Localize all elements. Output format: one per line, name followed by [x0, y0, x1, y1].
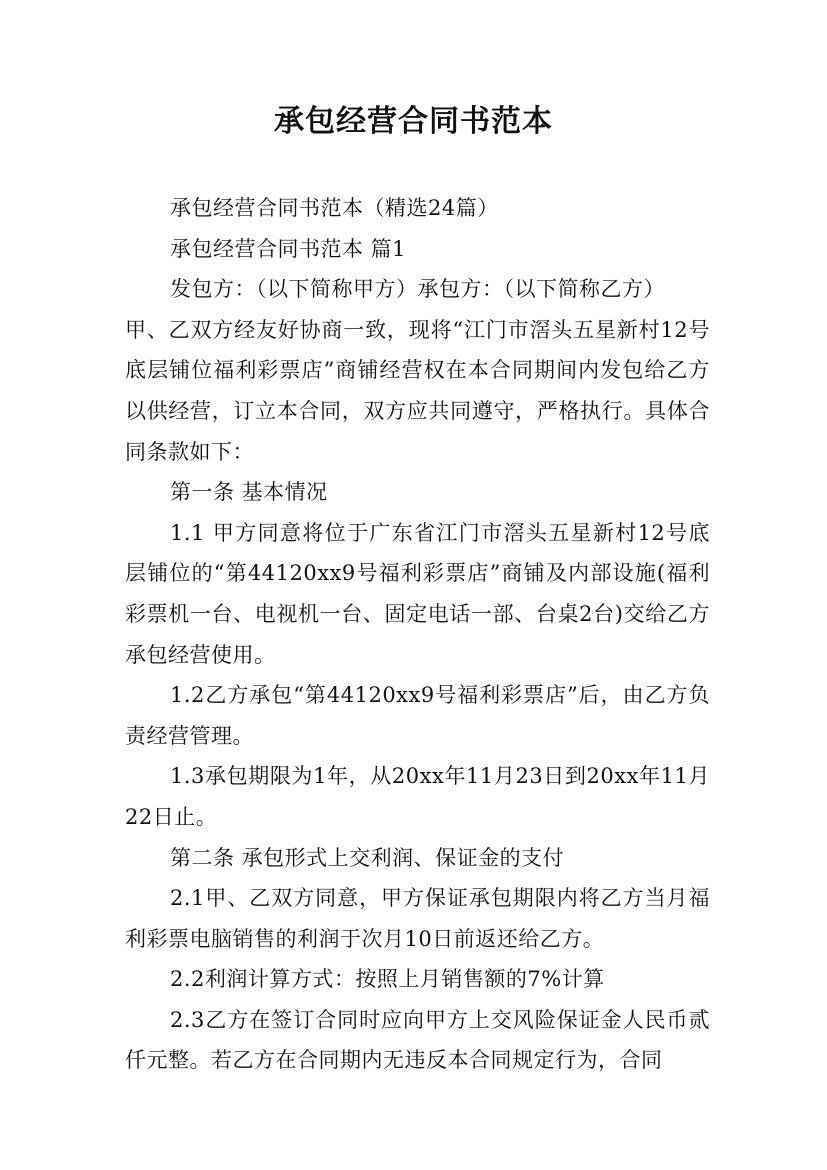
- paragraph-parties: 发包方：（以下简称甲方）承包方：（以下简称乙方）: [170, 277, 665, 302]
- document-title: 承包经营合同书范本: [274, 104, 553, 139]
- paragraph-clause-2-1: 2.1甲、乙双方同意，甲方保证承包期限内将乙方当月福利彩票电脑销售的利润于次月10日前返还给乙方。: [125, 886, 710, 951]
- paragraph-clause-2-3: 2.3乙方在签订合同时应向甲方上交风险保证金人民币贰仟元整。若乙方在合同期内无违反本合同规定行为，合同: [125, 1007, 710, 1073]
- paragraph-article-2-heading: 第二条 承包形式上交利润、保证金的支付: [170, 845, 565, 870]
- paragraph-article-1-heading: 第一条 基本情况: [170, 480, 328, 505]
- paragraph-subtitle: 承包经营合同书范本（精选24篇）: [170, 196, 499, 220]
- paragraph-clause-1-3: 1.3承包期限为1年，从20xx年11月23日到20xx年11月22日止。: [125, 764, 710, 829]
- paragraph-clause-1-2: 1.2乙方承包“第44120xx9号福利彩票店”后，由乙方负责经营管理。: [125, 683, 710, 748]
- paragraph-clause-2-2: 2.2利润计算方式：按照上月销售额的7%计算: [170, 967, 605, 992]
- document-body: [125, 188, 710, 1081]
- paragraph-section-heading: 承包经营合同书范本 篇1: [170, 236, 407, 261]
- paragraph-clause-1-1: 1.1 甲方同意将位于广东省江门市滘头五星新村12号底层铺位的“第44120xx9号福利彩票店”商铺及内部设施(福利彩票机一台、电视机一台、固定电话一部、台桌2台)交给乙方承包经营使用。: [125, 520, 710, 667]
- paragraph-preamble: 甲、乙双方经友好协商一致，现将“江门市滘头五星新村12号底层铺位福利彩票店”商铺经营权在本合同期间内发包给乙方以供经营，订立本合同，双方应共同遵守，严格执行。具体合同条款如下：: [125, 317, 710, 464]
